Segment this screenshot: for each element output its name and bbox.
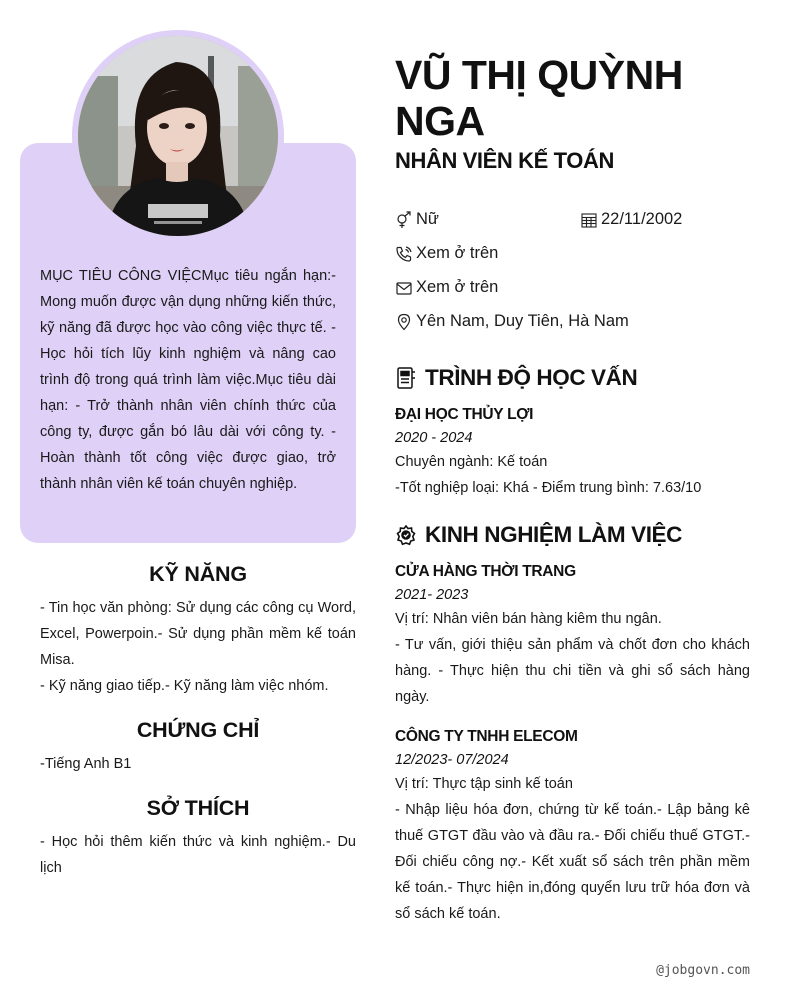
- location-icon: [395, 313, 413, 331]
- experience-icon: [395, 523, 417, 547]
- experience-heading: [395, 522, 682, 548]
- address-row: [395, 312, 629, 331]
- address-value: Yên Nam, Duy Tiên, Hà Nam: [416, 312, 629, 330]
- skills-text-2: - Kỹ năng giao tiếp.- Kỹ năng làm việc nhóm.: [40, 678, 329, 694]
- education-major: Chuyên ngành: Kế toán: [395, 454, 548, 470]
- birthday-row: [580, 210, 682, 229]
- education-heading: [395, 365, 637, 391]
- school-name: ĐẠI HỌC THỦY LỢI: [395, 406, 534, 423]
- avatar: [78, 36, 278, 236]
- gender-row: [395, 210, 439, 229]
- career-objective: MỤC TIÊU CÔNG VIỆCMục tiêu ngắn hạn:- Mong muốn được vận dụng những kiến thức, kỹ năng đã được học vào công việc thực tế. - Học hỏi tích lũy kinh nghiệm và nâng cao trình độ trong quá trình làm việc.Mục tiêu dài hạn: - Trở thành nhân viên chính thức của công ty, được gắn bó lâu dài với công ty. - Hoàn thành tốt công việc được giao, trở thành nhân viên kế toán chuyên nghiệp.: [40, 268, 336, 492]
- job-title: NHÂN VIÊN KẾ TOÁN: [395, 148, 614, 173]
- education-title: TRÌNH ĐỘ HỌC VẤN: [425, 365, 638, 390]
- skills-title: KỸ NĂNG: [149, 562, 247, 586]
- experience-title: KINH NGHIỆM LÀM VIỆC: [425, 522, 683, 547]
- job-company: CÔNG TY TNHH ELECOM: [395, 728, 578, 745]
- job-position: Vị trí: Thực tập sinh kế toán: [395, 776, 573, 792]
- job-description: - Nhập liệu hóa đơn, chứng từ kế toán.- Lập bảng kê thuế GTGT đầu vào và đầu ra.- Đối chiếu thuế GTGT.- Đối chiếu công nợ.- Kết xuất sổ sách trên phần mềm kế toán.- Thực hiện in,đóng quyển lưu trữ hóa đơn và sổ sách kế toán.: [395, 802, 750, 922]
- hobbies-title: SỞ THÍCH: [146, 796, 250, 820]
- avatar-photo: [78, 36, 278, 236]
- job-period: 12/2023- 07/2024: [395, 752, 509, 768]
- birthday-value: 22/11/2002: [601, 210, 683, 228]
- calendar-icon: [580, 211, 598, 229]
- email-icon: [395, 279, 413, 297]
- certificates-title: CHỨNG CHỈ: [136, 718, 260, 742]
- job-period: 2021- 2023: [395, 587, 469, 603]
- email-row: [395, 278, 498, 297]
- phone-icon: [395, 245, 413, 263]
- watermark: @jobgovn.com: [656, 963, 750, 978]
- gender-value: Nữ: [416, 210, 439, 228]
- education-period: 2020 - 2024: [395, 430, 473, 446]
- education-icon: [395, 366, 417, 390]
- hobbies-text: - Học hỏi thêm kiến thức và kinh nghiệm.- Du lịch: [40, 834, 356, 876]
- email-value: Xem ở trên: [416, 278, 499, 296]
- job-company: CỬA HÀNG THỜI TRANG: [395, 563, 576, 580]
- job-description: - Tư vấn, giới thiệu sản phẩm và chốt đơn cho khách hàng. - Thực hiện thu chi tiền và ghi sổ sách hàng ngày.: [395, 637, 750, 705]
- phone-value: Xem ở trên: [416, 244, 499, 262]
- job-position: Vị trí: Nhân viên bán hàng kiêm thu ngân.: [395, 611, 662, 627]
- gender-icon: [395, 211, 413, 229]
- skills-text: - Tin học văn phòng: Sử dụng các công cụ Word, Excel, Powerpoin.- Sử dụng phần mềm kế toán Misa.: [40, 600, 356, 668]
- phone-row: [395, 244, 498, 263]
- full-name: VŨ THỊ QUỲNH NGA: [395, 52, 683, 144]
- education-result: -Tốt nghiệp loại: Khá - Điểm trung bình: 7.63/10: [395, 480, 702, 496]
- certificates-text: -Tiếng Anh B1: [40, 756, 132, 772]
